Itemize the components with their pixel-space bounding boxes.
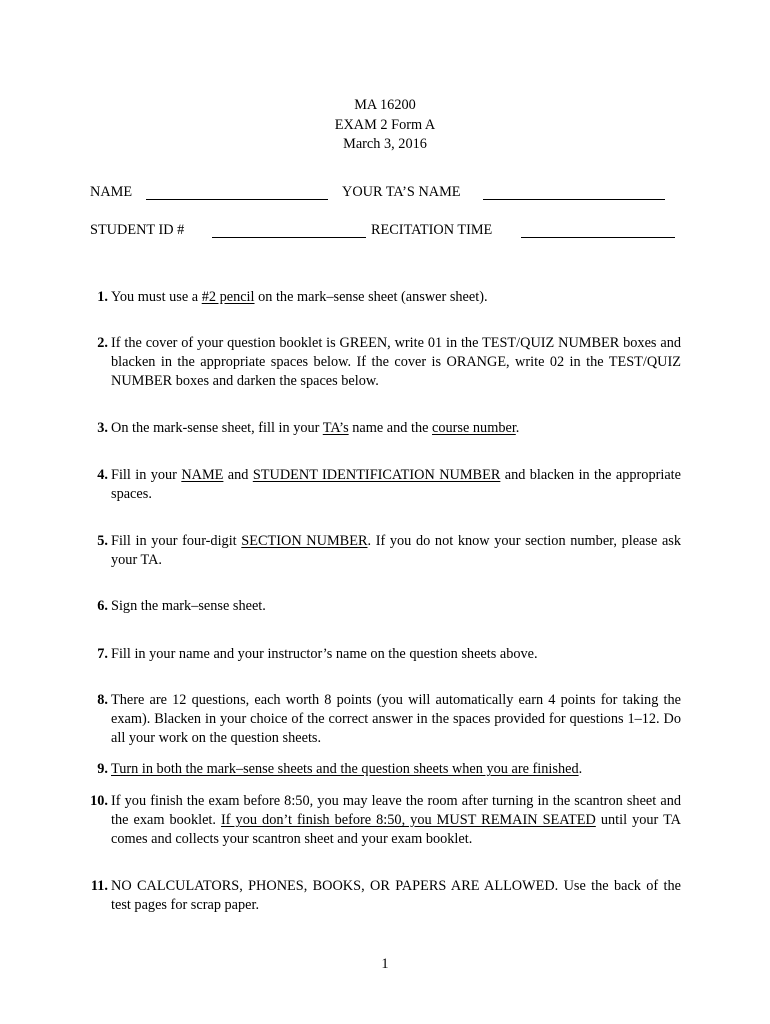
ta-name-label: YOUR TA’S NAME — [342, 184, 461, 200]
text-segment: If you finish the exam before 8:50, you may leave the room after turning in the scantron sheet and the exam booklet. — [111, 793, 681, 828]
text-segment: until your TA comes and collects your scantron sheet and your exam booklet. — [111, 812, 681, 847]
student-id-label: STUDENT ID # — [90, 222, 185, 238]
text-segment: Fill in your name and your instructor’s name on the question sheets above. — [111, 646, 538, 662]
instruction-text — [111, 419, 681, 438]
text-segment: Fill in your — [111, 467, 182, 483]
text-segment: and — [223, 467, 253, 483]
instruction-number: 8. — [97, 692, 108, 708]
recitation-time-blank[interactable] — [521, 237, 675, 238]
underlined-text: Turn in both the mark–sense sheets and the question sheets when you are finished — [111, 761, 579, 777]
name-label: NAME — [90, 184, 133, 200]
ta-name-blank[interactable] — [483, 199, 665, 200]
exam-header — [0, 96, 770, 155]
name-blank[interactable] — [146, 199, 328, 200]
instruction-text — [111, 597, 681, 616]
instruction-text — [111, 334, 681, 391]
text-segment: NO CALCULATORS, PHONES, BOOKS, OR PAPERS ARE ALLOWED. Use the back of the test pages for scrap paper. — [111, 878, 681, 913]
instruction-text — [111, 532, 681, 570]
instruction-number: 1. — [97, 289, 108, 305]
instruction-text — [111, 645, 681, 664]
instruction-number: 5. — [97, 533, 108, 549]
text-segment: . If you do not know your section number, please ask your TA. — [111, 533, 681, 568]
instruction-number: 3. — [97, 420, 108, 436]
instruction-text — [111, 760, 681, 779]
recitation-time-label: RECITATION TIME — [371, 222, 493, 238]
text-segment: . — [578, 761, 583, 777]
text-segment: on the mark–sense sheet (answer sheet). — [254, 289, 488, 305]
student-id-blank[interactable] — [212, 237, 366, 238]
instruction-number: 9. — [97, 761, 108, 777]
exam-title: EXAM 2 Form A — [334, 116, 436, 133]
text-segment: You must use a — [111, 289, 202, 305]
underlined-text: NAME — [181, 467, 224, 483]
course-title: MA 16200 — [354, 97, 416, 113]
text-segment: There are 12 questions, each worth 8 points (you will automatically earn 4 points for taking the exam). Blacken in your choice of the correct answer in the spaces provided for questions 1–12. Do all your work on the question sheets. — [111, 692, 681, 746]
instruction-text — [111, 466, 681, 504]
instruction-text — [111, 877, 681, 915]
instruction-text — [111, 288, 681, 307]
text-segment: name and the — [348, 420, 433, 436]
page-number: 1 — [381, 956, 389, 972]
text-segment: If the cover of your question booklet is GREEN, write 01 in the TEST/QUIZ NUMBER boxes and blacken in the appropriate spaces below. If the cover is ORANGE, write 02 in the TEST/QUIZ NUMBER boxes and darken the spaces below. — [111, 335, 681, 389]
underlined-text: #2 pencil — [201, 289, 255, 305]
underlined-text: SECTION NUMBER — [241, 533, 368, 549]
instruction-number: 11. — [90, 878, 108, 894]
instruction-text — [111, 691, 681, 748]
underlined-text: course number — [432, 420, 516, 436]
name-row — [90, 184, 690, 204]
instruction-number: 4. — [97, 467, 108, 483]
text-segment: . — [515, 420, 520, 436]
text-segment: Sign the mark–sense sheet. — [111, 598, 266, 614]
instruction-number: 10. — [90, 793, 108, 809]
exam-date: March 3, 2016 — [343, 136, 427, 152]
underlined-text: TA’s — [322, 420, 349, 436]
instruction-number: 2. — [97, 335, 108, 351]
instruction-number: 6. — [97, 598, 108, 614]
underlined-text: STUDENT IDENTIFICATION NUMBER — [252, 467, 501, 483]
student-id-row — [90, 222, 690, 242]
instruction-text — [111, 792, 681, 849]
text-segment: and blacken in the appropriate spaces. — [111, 467, 681, 502]
underlined-text: If you don’t finish before 8:50, you MUST REMAIN SEATED — [221, 812, 596, 828]
text-segment: On the mark-sense sheet, fill in your — [111, 420, 323, 436]
instruction-number: 7. — [97, 646, 108, 662]
text-segment: Fill in your four-digit — [111, 533, 242, 549]
